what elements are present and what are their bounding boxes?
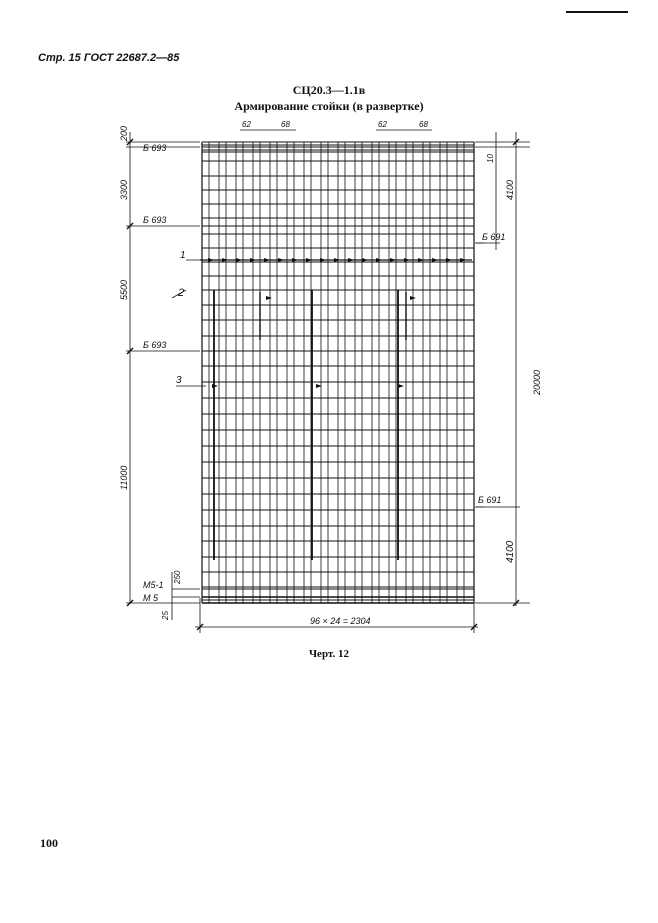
dim-5500: 5500 [119,279,129,300]
arrow-row-1 [222,258,228,262]
label-b693-3: Б 693 [143,340,167,350]
arrow-item-3 [398,384,404,388]
callout-3: 3 [176,375,182,386]
arrow-row-1 [432,258,438,262]
page-header: Стр. 15 ГОСТ 22687.2—85 [38,52,180,64]
dim-11000: 11000 [119,465,129,490]
label-m5-1: М5-1 [143,580,164,590]
label-m5: М 5 [143,593,159,603]
arrow-row-1 [446,258,452,262]
arrow-row-1 [264,258,270,262]
dim-68-a: 68 [281,120,290,129]
dim-62-b: 62 [378,120,387,129]
arrow-row-1 [348,258,354,262]
arrow-row-1 [236,258,242,262]
figure-caption: Черт. 12 [308,648,349,660]
drawing-code: СЦ20.3—1.1в [292,83,366,97]
arrow-row-1 [362,258,368,262]
label-b691-1: Б 691 [482,232,506,242]
callout-2: 2 [178,287,185,299]
callout-1: 1 [180,250,186,261]
dim-4100-top: 4100 [505,179,515,200]
label-b691-2: Б 691 [478,495,502,505]
arrow-item-3 [212,384,218,388]
drawing-title: Армирование стойки (в развертке) [234,99,424,113]
arrow-item-2 [266,296,272,300]
dim-25: 25 [161,611,170,620]
label-b693-1: Б 693 [143,143,167,153]
arrow-row-1 [292,258,298,262]
arrow-row-1 [334,258,340,262]
arrow-row-1 [404,258,410,262]
arrow-row-1 [208,258,214,262]
rebar-arrows [208,258,466,388]
bottom-dim: 96 × 24 = 2304 [310,616,371,626]
arrow-row-1 [320,258,326,262]
dim-68-b: 68 [419,120,428,129]
dim-62-a: 62 [242,120,251,129]
arrow-row-1 [390,258,396,262]
mesh-grid [200,142,474,603]
dim-20000: 20000 [532,369,542,395]
dim-10: 10 [486,154,495,163]
arrow-row-1 [278,258,284,262]
dimension-ticks [127,139,519,630]
dim-200: 200 [119,125,129,141]
dim-3300: 3300 [119,179,129,200]
label-b693-2: Б 693 [143,215,167,225]
dim-4100-bottom: 4100 [505,540,516,563]
arrow-row-1 [460,258,466,262]
dim-250: 250 [173,570,182,584]
page-number: 100 [40,836,58,850]
